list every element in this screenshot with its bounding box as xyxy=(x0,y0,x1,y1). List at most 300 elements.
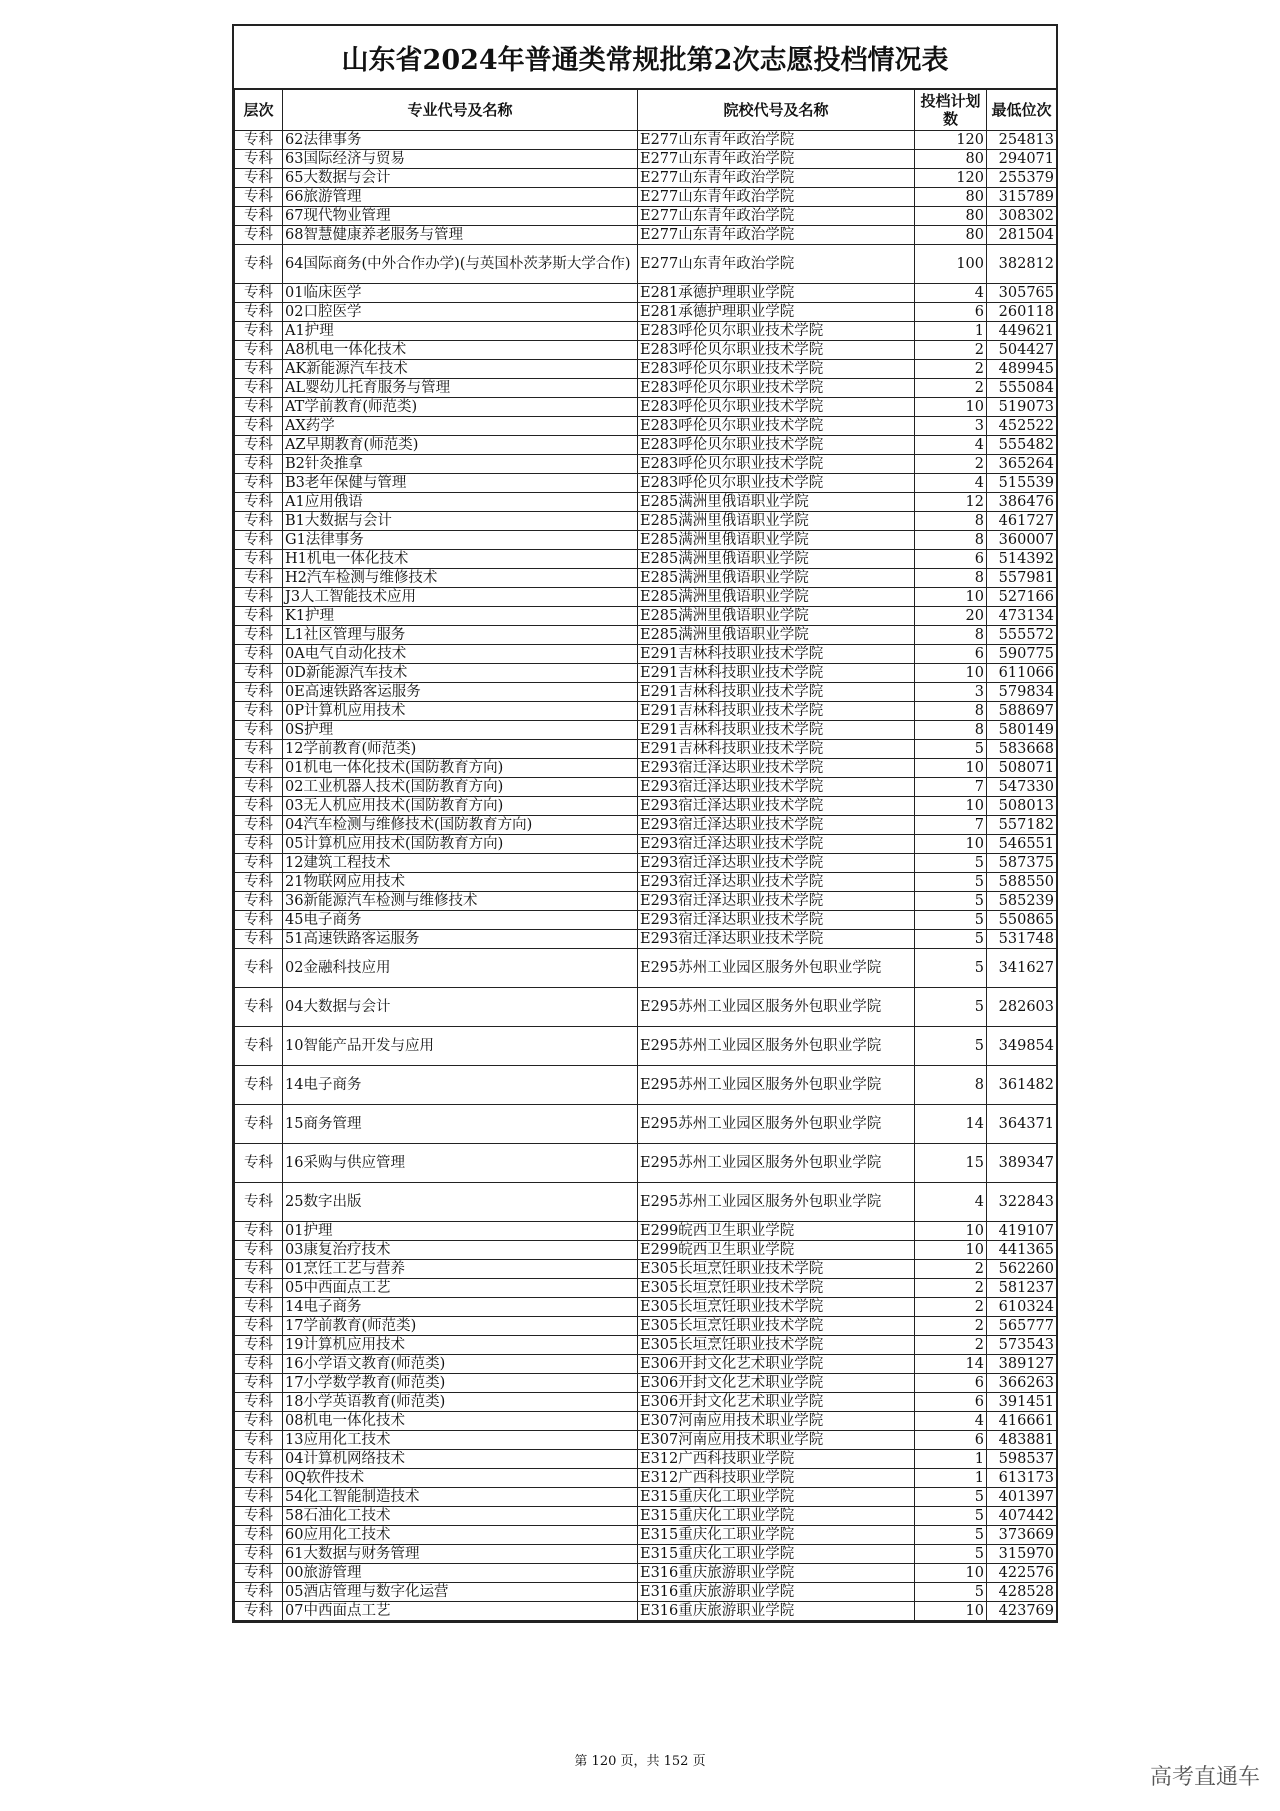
cell-school: E291吉林科技职业技术学院 xyxy=(638,645,915,664)
cell-school: E295苏州工业园区服务外包职业学院 xyxy=(638,1105,915,1144)
cell-school: E277山东青年政治学院 xyxy=(638,150,915,169)
cell-major: 14电子商务 xyxy=(283,1066,638,1105)
cell-level: 专科 xyxy=(235,1066,283,1105)
cell-plan: 120 xyxy=(915,169,987,188)
table-row xyxy=(235,1412,1057,1431)
cell-rank: 508013 xyxy=(987,797,1057,816)
cell-plan: 5 xyxy=(915,1507,987,1526)
cell-school: E283呼伦贝尔职业技术学院 xyxy=(638,360,915,379)
cell-level: 专科 xyxy=(235,759,283,778)
table-row xyxy=(235,303,1057,322)
cell-major: B3老年保健与管理 xyxy=(283,474,638,493)
table-row xyxy=(235,512,1057,531)
cell-rank: 391451 xyxy=(987,1393,1057,1412)
table-row xyxy=(235,1488,1057,1507)
cell-major: G1法律事务 xyxy=(283,531,638,550)
cell-school: E293宿迁泽达职业技术学院 xyxy=(638,816,915,835)
table-row xyxy=(235,1279,1057,1298)
cell-plan: 10 xyxy=(915,1222,987,1241)
cell-level: 专科 xyxy=(235,284,283,303)
cell-level: 专科 xyxy=(235,1564,283,1583)
cell-plan: 80 xyxy=(915,207,987,226)
table-row xyxy=(235,1545,1057,1564)
cell-rank: 416661 xyxy=(987,1412,1057,1431)
table-row xyxy=(235,1260,1057,1279)
cell-plan: 8 xyxy=(915,531,987,550)
cell-school: E285满洲里俄语职业学院 xyxy=(638,626,915,645)
cell-level: 专科 xyxy=(235,1583,283,1602)
cell-school: E307河南应用技术职业学院 xyxy=(638,1412,915,1431)
cell-school: E293宿迁泽达职业技术学院 xyxy=(638,797,915,816)
cell-school: E293宿迁泽达职业技术学院 xyxy=(638,835,915,854)
cell-level: 专科 xyxy=(235,341,283,360)
cell-plan: 5 xyxy=(915,930,987,949)
cell-plan: 6 xyxy=(915,645,987,664)
cell-school: E316重庆旅游职业学院 xyxy=(638,1602,915,1621)
table-row xyxy=(235,1027,1057,1066)
cell-level: 专科 xyxy=(235,1393,283,1412)
cell-rank: 588550 xyxy=(987,873,1057,892)
cell-school: E293宿迁泽达职业技术学院 xyxy=(638,892,915,911)
table-row xyxy=(235,759,1057,778)
table-row xyxy=(235,1355,1057,1374)
table-row xyxy=(235,1336,1057,1355)
cell-major: 07中西面点工艺 xyxy=(283,1602,638,1621)
header-major: 专业代号及名称 xyxy=(283,90,638,131)
table-row xyxy=(235,911,1057,930)
cell-major: 61大数据与财务管理 xyxy=(283,1545,638,1564)
cell-plan: 5 xyxy=(915,949,987,988)
cell-plan: 8 xyxy=(915,512,987,531)
cell-major: 02工业机器人技术(国防教育方向) xyxy=(283,778,638,797)
cell-level: 专科 xyxy=(235,531,283,550)
cell-school: E285满洲里俄语职业学院 xyxy=(638,550,915,569)
table-row xyxy=(235,1507,1057,1526)
cell-level: 专科 xyxy=(235,188,283,207)
cell-plan: 100 xyxy=(915,245,987,284)
cell-major: H2汽车检测与维修技术 xyxy=(283,569,638,588)
cell-major: 63国际经济与贸易 xyxy=(283,150,638,169)
cell-plan: 6 xyxy=(915,550,987,569)
cell-level: 专科 xyxy=(235,664,283,683)
cell-plan: 5 xyxy=(915,1027,987,1066)
cell-plan: 80 xyxy=(915,226,987,245)
cell-rank: 452522 xyxy=(987,417,1057,436)
cell-major: 16采购与供应管理 xyxy=(283,1144,638,1183)
cell-plan: 4 xyxy=(915,1183,987,1222)
cell-school: E293宿迁泽达职业技术学院 xyxy=(638,854,915,873)
cell-major: 0P计算机应用技术 xyxy=(283,702,638,721)
cell-school: E277山东青年政治学院 xyxy=(638,131,915,150)
cell-school: E295苏州工业园区服务外包职业学院 xyxy=(638,1027,915,1066)
cell-major: 02金融科技应用 xyxy=(283,949,638,988)
admission-table xyxy=(234,89,1057,1621)
cell-plan: 2 xyxy=(915,1260,987,1279)
cell-rank: 585239 xyxy=(987,892,1057,911)
cell-level: 专科 xyxy=(235,892,283,911)
cell-level: 专科 xyxy=(235,721,283,740)
cell-level: 专科 xyxy=(235,474,283,493)
cell-level: 专科 xyxy=(235,626,283,645)
cell-plan: 2 xyxy=(915,341,987,360)
cell-school: E285满洲里俄语职业学院 xyxy=(638,588,915,607)
table-row xyxy=(235,1222,1057,1241)
cell-plan: 5 xyxy=(915,1488,987,1507)
cell-rank: 489945 xyxy=(987,360,1057,379)
cell-school: E315重庆化工职业学院 xyxy=(638,1507,915,1526)
table-row xyxy=(235,854,1057,873)
cell-rank: 382812 xyxy=(987,245,1057,284)
cell-level: 专科 xyxy=(235,1431,283,1450)
cell-school: E283呼伦贝尔职业技术学院 xyxy=(638,455,915,474)
cell-rank: 562260 xyxy=(987,1260,1057,1279)
table-row xyxy=(235,1298,1057,1317)
cell-school: E306开封文化艺术职业学院 xyxy=(638,1374,915,1393)
table-row xyxy=(235,436,1057,455)
cell-rank: 360007 xyxy=(987,531,1057,550)
cell-major: 0D新能源汽车技术 xyxy=(283,664,638,683)
cell-rank: 308302 xyxy=(987,207,1057,226)
cell-major: J3人工智能技术应用 xyxy=(283,588,638,607)
cell-rank: 365264 xyxy=(987,455,1057,474)
cell-school: E312广西科技职业学院 xyxy=(638,1469,915,1488)
cell-major: 66旅游管理 xyxy=(283,188,638,207)
cell-rank: 587375 xyxy=(987,854,1057,873)
cell-rank: 555084 xyxy=(987,379,1057,398)
cell-school: E295苏州工业园区服务外包职业学院 xyxy=(638,1066,915,1105)
cell-major: AX药学 xyxy=(283,417,638,436)
cell-rank: 555482 xyxy=(987,436,1057,455)
cell-level: 专科 xyxy=(235,1144,283,1183)
cell-plan: 6 xyxy=(915,1431,987,1450)
cell-rank: 428528 xyxy=(987,1583,1057,1602)
table-row xyxy=(235,341,1057,360)
admission-table-sheet xyxy=(232,24,1058,1623)
cell-major: 01临床医学 xyxy=(283,284,638,303)
cell-rank: 598537 xyxy=(987,1450,1057,1469)
cell-major: 17小学数学教育(师范类) xyxy=(283,1374,638,1393)
cell-school: E281承德护理职业学院 xyxy=(638,303,915,322)
table-row xyxy=(235,1317,1057,1336)
cell-school: E291吉林科技职业技术学院 xyxy=(638,683,915,702)
cell-rank: 610324 xyxy=(987,1298,1057,1317)
cell-rank: 254813 xyxy=(987,131,1057,150)
table-row xyxy=(235,150,1057,169)
cell-rank: 531748 xyxy=(987,930,1057,949)
cell-plan: 14 xyxy=(915,1105,987,1144)
table-row xyxy=(235,1393,1057,1412)
cell-plan: 1 xyxy=(915,1469,987,1488)
cell-level: 专科 xyxy=(235,854,283,873)
table-row xyxy=(235,930,1057,949)
cell-plan: 7 xyxy=(915,816,987,835)
cell-rank: 613173 xyxy=(987,1469,1057,1488)
cell-plan: 5 xyxy=(915,1545,987,1564)
cell-school: E283呼伦贝尔职业技术学院 xyxy=(638,417,915,436)
table-row xyxy=(235,702,1057,721)
cell-rank: 401397 xyxy=(987,1488,1057,1507)
cell-level: 专科 xyxy=(235,245,283,284)
table-row xyxy=(235,360,1057,379)
cell-school: E291吉林科技职业技术学院 xyxy=(638,740,915,759)
table-row xyxy=(235,835,1057,854)
cell-major: 21物联网应用技术 xyxy=(283,873,638,892)
cell-rank: 581237 xyxy=(987,1279,1057,1298)
cell-level: 专科 xyxy=(235,379,283,398)
cell-rank: 419107 xyxy=(987,1222,1057,1241)
cell-major: 03康复治疗技术 xyxy=(283,1241,638,1260)
cell-plan: 5 xyxy=(915,854,987,873)
cell-level: 专科 xyxy=(235,1222,283,1241)
cell-school: E295苏州工业园区服务外包职业学院 xyxy=(638,1144,915,1183)
cell-major: 60应用化工技术 xyxy=(283,1526,638,1545)
cell-level: 专科 xyxy=(235,797,283,816)
cell-plan: 1 xyxy=(915,322,987,341)
cell-plan: 5 xyxy=(915,1526,987,1545)
cell-rank: 579834 xyxy=(987,683,1057,702)
table-row xyxy=(235,683,1057,702)
cell-level: 专科 xyxy=(235,1526,283,1545)
cell-school: E277山东青年政治学院 xyxy=(638,226,915,245)
table-row xyxy=(235,778,1057,797)
table-row xyxy=(235,721,1057,740)
cell-plan: 120 xyxy=(915,131,987,150)
cell-rank: 550865 xyxy=(987,911,1057,930)
cell-level: 专科 xyxy=(235,226,283,245)
cell-rank: 557182 xyxy=(987,816,1057,835)
header-plan: 投档计划数 xyxy=(915,90,987,131)
table-row xyxy=(235,988,1057,1027)
cell-major: L1社区管理与服务 xyxy=(283,626,638,645)
cell-major: 02口腔医学 xyxy=(283,303,638,322)
cell-major: 68智慧健康养老服务与管理 xyxy=(283,226,638,245)
cell-school: E299皖西卫生职业学院 xyxy=(638,1241,915,1260)
table-row xyxy=(235,1602,1057,1621)
cell-school: E312广西科技职业学院 xyxy=(638,1450,915,1469)
header-school: 院校代号及名称 xyxy=(638,90,915,131)
table-row xyxy=(235,1431,1057,1450)
cell-school: E305长垣烹饪职业技术学院 xyxy=(638,1336,915,1355)
table-row xyxy=(235,1450,1057,1469)
table-row xyxy=(235,1066,1057,1105)
cell-school: E293宿迁泽达职业技术学院 xyxy=(638,911,915,930)
cell-school: E305长垣烹饪职业技术学院 xyxy=(638,1279,915,1298)
cell-plan: 2 xyxy=(915,1317,987,1336)
table-row xyxy=(235,740,1057,759)
cell-major: 17学前教育(师范类) xyxy=(283,1317,638,1336)
cell-major: 05酒店管理与数字化运营 xyxy=(283,1583,638,1602)
cell-level: 专科 xyxy=(235,1317,283,1336)
cell-major: 04计算机网络技术 xyxy=(283,1450,638,1469)
cell-level: 专科 xyxy=(235,702,283,721)
cell-major: 15商务管理 xyxy=(283,1105,638,1144)
cell-school: E293宿迁泽达职业技术学院 xyxy=(638,930,915,949)
table-row xyxy=(235,816,1057,835)
cell-plan: 4 xyxy=(915,474,987,493)
cell-major: 54化工智能制造技术 xyxy=(283,1488,638,1507)
cell-level: 专科 xyxy=(235,1105,283,1144)
cell-major: 12学前教育(师范类) xyxy=(283,740,638,759)
cell-rank: 555572 xyxy=(987,626,1057,645)
cell-major: A1护理 xyxy=(283,322,638,341)
cell-level: 专科 xyxy=(235,1374,283,1393)
table-row xyxy=(235,531,1057,550)
cell-school: E283呼伦贝尔职业技术学院 xyxy=(638,379,915,398)
cell-school: E291吉林科技职业技术学院 xyxy=(638,702,915,721)
table-row xyxy=(235,1374,1057,1393)
table-row xyxy=(235,892,1057,911)
cell-level: 专科 xyxy=(235,1336,283,1355)
table-row xyxy=(235,645,1057,664)
cell-major: 10智能产品开发与应用 xyxy=(283,1027,638,1066)
cell-school: E281承德护理职业学院 xyxy=(638,284,915,303)
cell-plan: 2 xyxy=(915,360,987,379)
cell-major: B1大数据与会计 xyxy=(283,512,638,531)
cell-plan: 2 xyxy=(915,379,987,398)
cell-major: 03无人机应用技术(国防教育方向) xyxy=(283,797,638,816)
cell-school: E293宿迁泽达职业技术学院 xyxy=(638,873,915,892)
cell-rank: 590775 xyxy=(987,645,1057,664)
cell-level: 专科 xyxy=(235,816,283,835)
cell-level: 专科 xyxy=(235,683,283,702)
cell-level: 专科 xyxy=(235,873,283,892)
cell-major: 0E高速铁路客运服务 xyxy=(283,683,638,702)
cell-level: 专科 xyxy=(235,207,283,226)
cell-school: E291吉林科技职业技术学院 xyxy=(638,664,915,683)
cell-rank: 573543 xyxy=(987,1336,1057,1355)
cell-school: E316重庆旅游职业学院 xyxy=(638,1583,915,1602)
cell-rank: 504427 xyxy=(987,341,1057,360)
cell-rank: 519073 xyxy=(987,398,1057,417)
cell-rank: 373669 xyxy=(987,1526,1057,1545)
cell-level: 专科 xyxy=(235,1298,283,1317)
cell-plan: 5 xyxy=(915,911,987,930)
table-row xyxy=(235,417,1057,436)
cell-level: 专科 xyxy=(235,1545,283,1564)
cell-major: 08机电一体化技术 xyxy=(283,1412,638,1431)
cell-plan: 6 xyxy=(915,303,987,322)
table-row xyxy=(235,607,1057,626)
cell-level: 专科 xyxy=(235,588,283,607)
cell-major: 01护理 xyxy=(283,1222,638,1241)
cell-level: 专科 xyxy=(235,169,283,188)
table-row xyxy=(235,226,1057,245)
cell-plan: 8 xyxy=(915,721,987,740)
cell-plan: 10 xyxy=(915,1602,987,1621)
cell-major: 36新能源汽车检测与维修技术 xyxy=(283,892,638,911)
cell-level: 专科 xyxy=(235,988,283,1027)
cell-major: AZ早期教育(师范类) xyxy=(283,436,638,455)
cell-level: 专科 xyxy=(235,1507,283,1526)
cell-rank: 583668 xyxy=(987,740,1057,759)
cell-major: 13应用化工技术 xyxy=(283,1431,638,1450)
cell-school: E307河南应用技术职业学院 xyxy=(638,1431,915,1450)
cell-level: 专科 xyxy=(235,930,283,949)
cell-level: 专科 xyxy=(235,436,283,455)
cell-major: AL婴幼儿托育服务与管理 xyxy=(283,379,638,398)
cell-rank: 557981 xyxy=(987,569,1057,588)
table-row xyxy=(235,398,1057,417)
cell-rank: 281504 xyxy=(987,226,1057,245)
cell-major: 62法律事务 xyxy=(283,131,638,150)
table-row xyxy=(235,1526,1057,1545)
cell-rank: 255379 xyxy=(987,169,1057,188)
cell-level: 专科 xyxy=(235,417,283,436)
cell-plan: 1 xyxy=(915,1450,987,1469)
cell-rank: 423769 xyxy=(987,1602,1057,1621)
cell-rank: 515539 xyxy=(987,474,1057,493)
cell-plan: 8 xyxy=(915,1066,987,1105)
table-row xyxy=(235,1469,1057,1488)
cell-plan: 6 xyxy=(915,1374,987,1393)
table-row xyxy=(235,1241,1057,1260)
cell-major: 0Q软件技术 xyxy=(283,1469,638,1488)
cell-major: AT学前教育(师范类) xyxy=(283,398,638,417)
table-row xyxy=(235,569,1057,588)
cell-major: 64国际商务(中外合作办学)(与英国朴茨茅斯大学合作) xyxy=(283,245,638,284)
cell-major: 58石油化工技术 xyxy=(283,1507,638,1526)
cell-plan: 80 xyxy=(915,150,987,169)
header-level: 层次 xyxy=(235,90,283,131)
cell-level: 专科 xyxy=(235,398,283,417)
cell-level: 专科 xyxy=(235,835,283,854)
cell-major: 45电子商务 xyxy=(283,911,638,930)
cell-level: 专科 xyxy=(235,1279,283,1298)
cell-rank: 341627 xyxy=(987,949,1057,988)
table-row xyxy=(235,322,1057,341)
cell-major: 0A电气自动化技术 xyxy=(283,645,638,664)
cell-plan: 8 xyxy=(915,702,987,721)
cell-major: A8机电一体化技术 xyxy=(283,341,638,360)
cell-plan: 2 xyxy=(915,455,987,474)
cell-major: 19计算机应用技术 xyxy=(283,1336,638,1355)
cell-level: 专科 xyxy=(235,1241,283,1260)
table-body xyxy=(235,131,1057,1621)
cell-major: 01机电一体化技术(国防教育方向) xyxy=(283,759,638,778)
cell-school: E305长垣烹饪职业技术学院 xyxy=(638,1317,915,1336)
cell-plan: 3 xyxy=(915,683,987,702)
cell-plan: 10 xyxy=(915,664,987,683)
cell-plan: 10 xyxy=(915,588,987,607)
cell-rank: 315789 xyxy=(987,188,1057,207)
cell-school: E295苏州工业园区服务外包职业学院 xyxy=(638,949,915,988)
cell-school: E316重庆旅游职业学院 xyxy=(638,1564,915,1583)
cell-major: 67现代物业管理 xyxy=(283,207,638,226)
cell-plan: 10 xyxy=(915,759,987,778)
cell-major: 01烹饪工艺与营养 xyxy=(283,1260,638,1279)
cell-plan: 5 xyxy=(915,988,987,1027)
cell-school: E315重庆化工职业学院 xyxy=(638,1488,915,1507)
cell-plan: 5 xyxy=(915,892,987,911)
cell-plan: 4 xyxy=(915,436,987,455)
cell-major: H1机电一体化技术 xyxy=(283,550,638,569)
cell-rank: 407442 xyxy=(987,1507,1057,1526)
cell-school: E283呼伦贝尔职业技术学院 xyxy=(638,322,915,341)
cell-school: E315重庆化工职业学院 xyxy=(638,1526,915,1545)
cell-plan: 2 xyxy=(915,1298,987,1317)
cell-major: AK新能源汽车技术 xyxy=(283,360,638,379)
watermark: 高考直通车 xyxy=(1150,1765,1261,1790)
cell-level: 专科 xyxy=(235,303,283,322)
cell-rank: 441365 xyxy=(987,1241,1057,1260)
cell-plan: 2 xyxy=(915,1279,987,1298)
cell-school: E283呼伦贝尔职业技术学院 xyxy=(638,398,915,417)
cell-plan: 4 xyxy=(915,1412,987,1431)
cell-plan: 80 xyxy=(915,188,987,207)
cell-rank: 508071 xyxy=(987,759,1057,778)
table-row xyxy=(235,873,1057,892)
cell-major: 51高速铁路客运服务 xyxy=(283,930,638,949)
